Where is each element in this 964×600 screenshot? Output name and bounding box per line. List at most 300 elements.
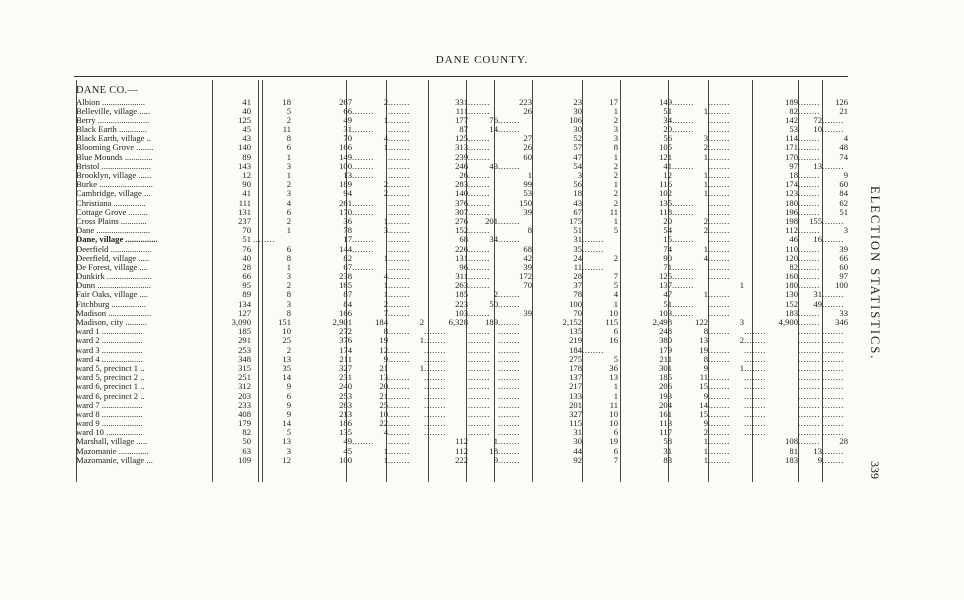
table-cell: ........ bbox=[424, 372, 446, 383]
table-cell: 1 bbox=[703, 151, 708, 162]
table-cell: 39 bbox=[523, 206, 532, 217]
table-cell: 100 bbox=[835, 280, 848, 291]
table-cell: 31 bbox=[573, 427, 582, 438]
table-cell: 47 bbox=[573, 151, 582, 162]
row-label: ward 6, precinct 2 .. bbox=[76, 391, 145, 401]
table-cell: ........ bbox=[708, 372, 730, 383]
table-cell: ........ bbox=[798, 427, 820, 438]
table-cell: ........ bbox=[708, 454, 730, 465]
table-cell: ........ bbox=[822, 160, 844, 171]
table-cell: 127 bbox=[238, 307, 251, 318]
table-cell: 116 bbox=[659, 179, 672, 190]
row-label: ward 3 ................... bbox=[76, 345, 143, 355]
table-cell: ........ bbox=[672, 206, 694, 217]
table-cell: 115 bbox=[569, 418, 582, 429]
table-cell: 78 bbox=[343, 225, 352, 236]
table-cell: ........ bbox=[798, 353, 820, 364]
table-cell: 3 bbox=[577, 170, 582, 180]
table-cell: ........ bbox=[798, 133, 820, 144]
table-cell: 12 bbox=[242, 170, 251, 180]
table-cell: 105 bbox=[659, 142, 672, 153]
row-label: Fitchburg ................ bbox=[76, 299, 146, 309]
table-cell: ........ bbox=[798, 170, 820, 180]
table-cell: 189 bbox=[339, 179, 352, 190]
table-cell: ........ bbox=[708, 399, 730, 410]
table-cell: 1 bbox=[527, 170, 532, 180]
table-cell: 14 bbox=[489, 124, 498, 135]
table-cell: 118 bbox=[659, 206, 672, 217]
table-cell: 17 bbox=[609, 96, 618, 107]
table-cell: ........ bbox=[468, 390, 490, 401]
table-cell: 94 bbox=[343, 188, 352, 199]
table-cell: 131 bbox=[238, 206, 251, 217]
table-cell: ........ bbox=[798, 225, 820, 236]
table-cell: 4 bbox=[843, 133, 848, 144]
table-cell: ........ bbox=[468, 105, 490, 116]
table-cell: ........ bbox=[822, 427, 844, 438]
table-cell: 13 bbox=[343, 170, 352, 180]
table-cell: ........ bbox=[708, 234, 730, 245]
table-cell: ........ bbox=[468, 252, 490, 263]
table-cell: 15 bbox=[699, 408, 708, 419]
table-cell: 1 bbox=[286, 225, 291, 236]
table-cell: 9 bbox=[703, 390, 708, 401]
table-cell: ........ bbox=[798, 390, 820, 401]
table-cell: ........ bbox=[388, 261, 410, 272]
row-label: Cambridge, village ... bbox=[76, 189, 151, 199]
table-cell: ........ bbox=[468, 408, 490, 419]
table-cell: 2 bbox=[383, 179, 388, 190]
table-cell: ........ bbox=[498, 418, 520, 429]
table-cell: 11 bbox=[609, 206, 618, 217]
table-cell: ........ bbox=[822, 215, 844, 226]
table-cell: 6 bbox=[286, 206, 291, 217]
table-cell: 231 bbox=[339, 372, 352, 383]
table-cell: 20 bbox=[663, 215, 672, 226]
table-cell: 174 bbox=[785, 179, 798, 190]
table-cell: ........ bbox=[708, 170, 730, 180]
table-cell: ........ bbox=[352, 170, 374, 180]
table-cell: 13 bbox=[379, 372, 388, 383]
table-cell: 5 bbox=[613, 280, 618, 291]
table-cell: 185 bbox=[659, 372, 672, 383]
table-cell: 315 bbox=[238, 362, 251, 373]
table-cell: 3 bbox=[613, 124, 618, 135]
table-cell: 18 bbox=[789, 170, 798, 180]
table-cell: ........ bbox=[708, 197, 730, 208]
table-cell: 376 bbox=[455, 197, 468, 208]
table-cell: ........ bbox=[708, 381, 730, 392]
statistics-table bbox=[0, 98, 900, 466]
table-cell: ........ bbox=[388, 390, 410, 401]
table-cell: 125 bbox=[238, 114, 251, 125]
table-cell: ........ bbox=[468, 381, 490, 392]
table-cell: 24 bbox=[573, 252, 582, 263]
table-cell: 44 bbox=[573, 445, 582, 456]
table-cell: 143 bbox=[238, 160, 251, 171]
table-cell: 6,328 bbox=[448, 317, 468, 327]
table-row bbox=[0, 245, 900, 254]
table-cell: ........ bbox=[822, 326, 844, 337]
table-cell: ........ bbox=[708, 390, 730, 401]
table-cell: 81 bbox=[789, 445, 798, 456]
table-cell: ........ bbox=[498, 124, 520, 135]
table-cell: 19 bbox=[609, 436, 618, 447]
table-cell: 100 bbox=[339, 454, 352, 465]
table-cell: 39 bbox=[523, 261, 532, 272]
table-cell: 53 bbox=[789, 124, 798, 135]
table-cell: ........ bbox=[498, 372, 520, 383]
table-cell: 87 bbox=[459, 124, 468, 135]
table-cell: 198 bbox=[785, 215, 798, 226]
table-cell: 376 bbox=[339, 335, 352, 346]
table-cell: 95 bbox=[242, 280, 251, 291]
table-cell: ........ bbox=[388, 215, 410, 226]
table-cell: 51 bbox=[663, 298, 672, 309]
table-cell: 76 bbox=[242, 243, 251, 254]
table-cell: 283 bbox=[455, 179, 468, 190]
table-cell: ........ bbox=[498, 399, 520, 410]
table-cell: ........ bbox=[798, 399, 820, 410]
table-cell: ........ bbox=[744, 372, 766, 383]
table-cell: ........ bbox=[708, 124, 730, 135]
table-cell: 170 bbox=[785, 151, 798, 162]
table-cell: 1 bbox=[703, 445, 708, 456]
table-cell: 223 bbox=[519, 96, 532, 107]
table-cell: ........ bbox=[708, 151, 730, 162]
table-row bbox=[0, 437, 900, 446]
table-cell: 125 bbox=[659, 271, 672, 282]
table-cell: 135 bbox=[569, 326, 582, 337]
table-cell: ........ bbox=[388, 179, 410, 190]
table-cell: ........ bbox=[388, 142, 410, 153]
table-cell: 26 bbox=[523, 142, 532, 153]
table-cell: ........ bbox=[582, 261, 604, 272]
table-row bbox=[0, 134, 900, 143]
table-cell: 4,900 bbox=[778, 317, 798, 327]
table-cell: 115 bbox=[605, 317, 618, 327]
table-cell: 43 bbox=[489, 160, 498, 171]
table-cell: ........ bbox=[744, 399, 766, 410]
table-cell: 30 bbox=[573, 105, 582, 116]
table-cell: ........ bbox=[468, 326, 490, 337]
table-cell: ........ bbox=[708, 436, 730, 447]
table-cell: 4 bbox=[383, 427, 388, 438]
table-cell: 307 bbox=[455, 206, 468, 217]
table-cell: ........ bbox=[388, 408, 410, 419]
table-cell: ........ bbox=[468, 142, 490, 153]
table-row bbox=[0, 107, 900, 116]
table-cell: 111 bbox=[455, 105, 468, 116]
table-cell: 183 bbox=[785, 454, 798, 465]
table-cell: ........ bbox=[352, 124, 374, 135]
table-cell: 15 bbox=[663, 234, 672, 245]
table-cell: 1 bbox=[613, 179, 618, 190]
table-cell: 41 bbox=[242, 188, 251, 199]
table-cell: 211 bbox=[659, 353, 672, 364]
table-cell: 108 bbox=[785, 436, 798, 447]
table-cell: 5 bbox=[613, 353, 618, 364]
row-label: Brooklyn, village ...... bbox=[76, 171, 152, 180]
table-cell: 97 bbox=[789, 160, 798, 171]
table-cell: 78 bbox=[573, 289, 582, 300]
table-cell: ........ bbox=[388, 353, 410, 364]
row-label: Bristol ....................... bbox=[76, 161, 151, 171]
table-cell: 8 bbox=[527, 225, 532, 236]
table-cell: ........ bbox=[822, 124, 844, 135]
table-cell: 133 bbox=[569, 390, 582, 401]
table-cell: 179 bbox=[238, 418, 251, 429]
table-cell: 1 bbox=[703, 188, 708, 199]
table-cell: 155 bbox=[809, 215, 822, 226]
table-cell: ........ bbox=[468, 197, 490, 208]
table-cell: 140 bbox=[455, 188, 468, 199]
table-cell: 160 bbox=[785, 271, 798, 282]
table-cell: 8 bbox=[703, 353, 708, 364]
table-cell: 2 bbox=[493, 289, 498, 300]
table-cell: ........ bbox=[822, 399, 844, 410]
table-cell: 253 bbox=[238, 344, 251, 355]
table-cell: ........ bbox=[744, 353, 766, 364]
table-cell: ........ bbox=[352, 234, 374, 245]
table-cell: 49 bbox=[813, 298, 822, 309]
table-row bbox=[0, 98, 900, 107]
table-cell: 53 bbox=[523, 188, 532, 199]
table-cell: 6 bbox=[613, 326, 618, 337]
table-cell: 1 bbox=[739, 280, 744, 291]
table-cell: ........ bbox=[424, 427, 446, 438]
table-cell: 1 bbox=[286, 170, 291, 180]
table-cell: ........ bbox=[708, 206, 730, 217]
table-row bbox=[0, 153, 900, 162]
table-cell: 1 bbox=[493, 436, 498, 447]
table-cell: 28 bbox=[839, 436, 848, 447]
table-cell: 272 bbox=[339, 326, 352, 337]
table-cell: 84 bbox=[343, 298, 352, 309]
table-cell: 13 bbox=[609, 372, 618, 383]
table-cell: ........ bbox=[822, 390, 844, 401]
table-cell: ........ bbox=[822, 298, 844, 309]
county-label: DANE CO.— bbox=[76, 85, 139, 96]
table-row bbox=[0, 116, 900, 125]
table-cell: 33 bbox=[839, 307, 848, 318]
table-cell: 34 bbox=[489, 234, 498, 245]
table-cell: 100 bbox=[569, 298, 582, 309]
table-cell: ........ bbox=[822, 408, 844, 419]
table-cell: ........ bbox=[388, 197, 410, 208]
row-label: ward 10 ................. bbox=[76, 428, 143, 438]
table-cell: ........ bbox=[672, 280, 694, 291]
table-cell: 63 bbox=[242, 445, 251, 456]
table-cell: 57 bbox=[573, 142, 582, 153]
table-cell: 1 bbox=[613, 381, 618, 392]
table-cell: ........ bbox=[388, 124, 410, 135]
row-label: ward 8 ................... bbox=[76, 409, 143, 419]
table-cell: 346 bbox=[835, 317, 848, 327]
table-cell: ........ bbox=[424, 399, 446, 410]
table-cell: 226 bbox=[455, 243, 468, 254]
table-cell: ........ bbox=[388, 381, 410, 392]
row-label: ward 2 ................... bbox=[76, 336, 143, 346]
table-cell: ........ bbox=[798, 188, 820, 199]
table-cell: 8 bbox=[286, 289, 291, 300]
table-cell: 204 bbox=[659, 399, 672, 410]
table-cell: 28 bbox=[573, 271, 582, 282]
table-cell: ........ bbox=[708, 408, 730, 419]
table-cell: 283 bbox=[339, 399, 352, 410]
table-cell: 13 bbox=[282, 436, 291, 447]
table-cell: 120 bbox=[785, 252, 798, 263]
table-cell: ........ bbox=[498, 114, 520, 125]
table-cell: 11 bbox=[573, 261, 582, 272]
table-cell: 52 bbox=[573, 133, 582, 144]
table-cell: ........ bbox=[708, 427, 730, 438]
table-cell: 13 bbox=[282, 353, 291, 364]
table-cell: 331 bbox=[455, 96, 468, 107]
table-cell: 166 bbox=[339, 307, 352, 318]
table-row bbox=[0, 300, 900, 309]
table-cell: 261 bbox=[339, 197, 352, 208]
table-cell: 47 bbox=[663, 289, 672, 300]
table-cell: ........ bbox=[468, 335, 490, 346]
table-cell: 2 bbox=[613, 114, 618, 125]
table-cell: 112 bbox=[455, 436, 468, 447]
table-row bbox=[0, 189, 900, 198]
table-cell: ........ bbox=[798, 179, 820, 190]
table-cell: ........ bbox=[352, 436, 374, 447]
table-cell: ........ bbox=[424, 326, 446, 337]
table-cell: 5 bbox=[286, 427, 291, 438]
table-cell: 196 bbox=[785, 206, 798, 217]
table-cell: 2 bbox=[419, 317, 424, 327]
table-cell: 6 bbox=[286, 243, 291, 254]
table-cell: 9 bbox=[703, 362, 708, 373]
table-cell: ........ bbox=[798, 142, 820, 153]
table-row bbox=[0, 263, 900, 272]
table-cell: ........ bbox=[388, 436, 410, 447]
row-label: ward 1 ................... bbox=[76, 327, 143, 337]
table-cell: 135 bbox=[339, 427, 352, 438]
table-cell: 42 bbox=[523, 252, 532, 263]
table-cell: 70 bbox=[343, 133, 352, 144]
table-cell: ........ bbox=[388, 454, 410, 465]
table-cell: 16 bbox=[609, 335, 618, 346]
table-cell: ........ bbox=[822, 289, 844, 300]
table-cell: 7 bbox=[613, 271, 618, 282]
table-cell: ........ bbox=[798, 317, 820, 327]
row-label: De Forest, village .... bbox=[76, 262, 149, 272]
table-cell: 152 bbox=[785, 298, 798, 309]
table-cell: 10 bbox=[379, 408, 388, 419]
row-label: Belleville, village ..... bbox=[76, 106, 150, 116]
table-cell: 51 bbox=[573, 225, 582, 236]
table-cell: 2 bbox=[613, 197, 618, 208]
table-cell: 26 bbox=[459, 170, 468, 180]
table-cell: 11 bbox=[699, 372, 708, 383]
table-cell: 60 bbox=[839, 179, 848, 190]
table-cell: ........ bbox=[468, 362, 490, 373]
table-cell: 12 bbox=[663, 170, 672, 180]
table-cell: ........ bbox=[388, 427, 410, 438]
table-cell: ........ bbox=[352, 261, 374, 272]
table-cell: 9 bbox=[817, 454, 822, 465]
table-cell: 1 bbox=[703, 289, 708, 300]
table-cell: ........ bbox=[388, 188, 410, 199]
table-cell: ........ bbox=[388, 344, 410, 355]
table-cell: ........ bbox=[798, 280, 820, 291]
table-cell: 275 bbox=[569, 353, 582, 364]
table-cell: ........ bbox=[708, 160, 730, 171]
table-cell: 166 bbox=[339, 142, 352, 153]
table-cell: 17 bbox=[343, 234, 352, 245]
table-cell: 6 bbox=[286, 390, 291, 401]
table-cell: 25 bbox=[282, 335, 291, 346]
table-cell: ........ bbox=[672, 307, 694, 318]
table-cell: ........ bbox=[798, 307, 820, 318]
table-cell: ........ bbox=[352, 243, 374, 254]
table-cell: ........ bbox=[798, 418, 820, 429]
table-cell: 7 bbox=[383, 307, 388, 318]
table-cell: 2 bbox=[286, 344, 291, 355]
table-cell: 10 bbox=[609, 408, 618, 419]
table-row bbox=[0, 447, 900, 456]
table-cell: 30 bbox=[573, 124, 582, 135]
table-cell: 1 bbox=[286, 261, 291, 272]
row-label: Madison .................... bbox=[76, 308, 152, 318]
table-cell: ........ bbox=[798, 105, 820, 116]
table-cell: ........ bbox=[388, 418, 410, 429]
table-cell: 34 bbox=[663, 114, 672, 125]
table-cell: 36 bbox=[609, 362, 618, 373]
table-cell: ........ bbox=[798, 243, 820, 254]
table-cell: 31 bbox=[663, 445, 672, 456]
table-cell: ........ bbox=[498, 344, 520, 355]
table-cell: 121 bbox=[659, 151, 672, 162]
table-cell: 5 bbox=[613, 225, 618, 236]
table-cell: 5 bbox=[286, 105, 291, 116]
table-cell: ........ bbox=[468, 280, 490, 291]
table-cell: ........ bbox=[468, 344, 490, 355]
table-cell: 7 bbox=[613, 454, 618, 465]
table-cell: 41 bbox=[242, 96, 251, 107]
table-cell: 8 bbox=[703, 326, 708, 337]
table-cell: ........ bbox=[822, 381, 844, 392]
table-cell: ........ bbox=[388, 445, 410, 456]
table-cell: ........ bbox=[388, 114, 410, 125]
table-cell: ........ bbox=[708, 418, 730, 429]
table-cell: 72 bbox=[813, 114, 822, 125]
table-cell: 6 bbox=[613, 427, 618, 438]
table-cell: 2 bbox=[286, 114, 291, 125]
table-cell: 56 bbox=[573, 179, 582, 190]
row-label: Deerfield ................... bbox=[76, 244, 152, 254]
table-cell: 6 bbox=[613, 445, 618, 456]
table-cell: 10 bbox=[609, 418, 618, 429]
table-cell: 9 bbox=[286, 399, 291, 410]
table-cell: ........ bbox=[798, 206, 820, 217]
table-row bbox=[0, 125, 900, 134]
row-label: Deerfield, village ..... bbox=[76, 253, 150, 263]
table-cell: 20 bbox=[663, 124, 672, 135]
table-cell: 54 bbox=[663, 225, 672, 236]
table-cell: 30 bbox=[573, 436, 582, 447]
table-cell: 130 bbox=[785, 289, 798, 300]
table-cell: 189 bbox=[785, 96, 798, 107]
table-cell: 1 bbox=[703, 454, 708, 465]
table-cell: ........ bbox=[498, 454, 520, 465]
table-cell: 45 bbox=[343, 445, 352, 456]
table-cell: 67 bbox=[573, 206, 582, 217]
